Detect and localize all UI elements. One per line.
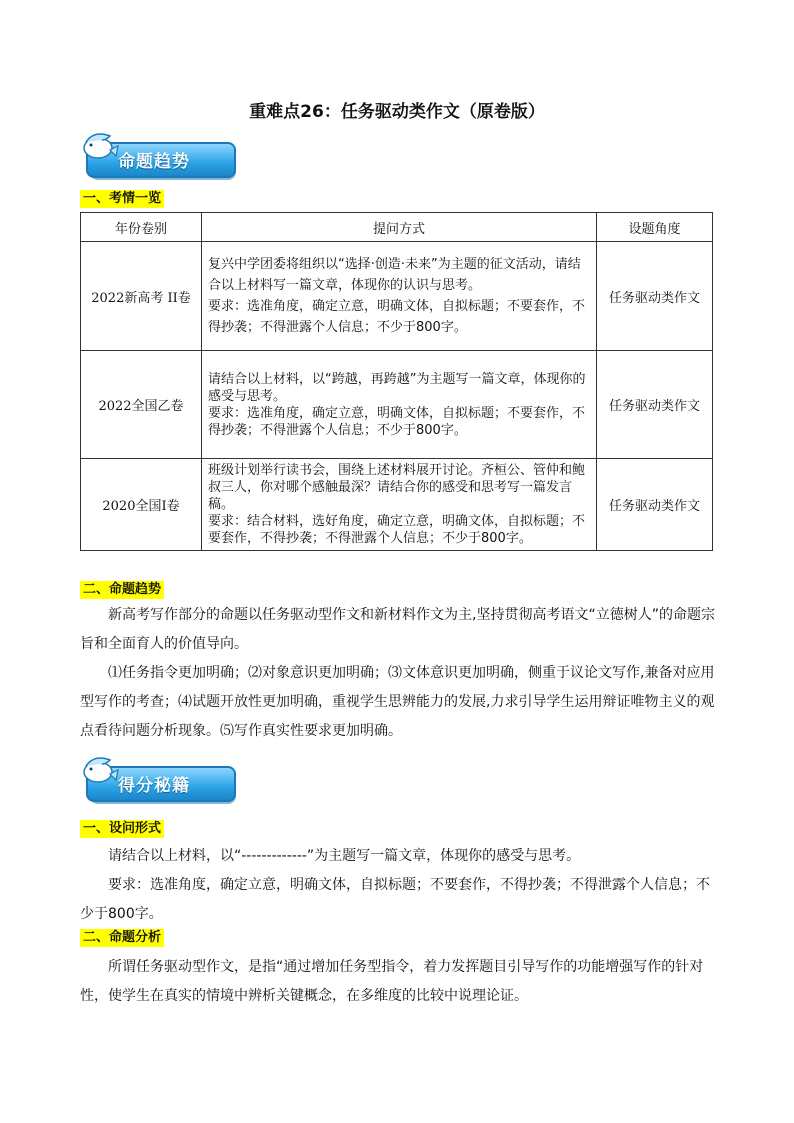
subheading-analysis: 二、命题分析 bbox=[80, 929, 164, 947]
table-cell-text: 请结合以上材料，以“跨越，再跨越”为主题写一篇文章，体现你的感受与思考。 bbox=[208, 371, 586, 404]
requirements-paragraph: 要求：选准角度，确定立意，明确文体，自拟标题；不要套作，不得抄袭；不得泄露个人信息；不少于800字。 bbox=[80, 877, 710, 922]
banner-scoring-tips bbox=[80, 752, 240, 804]
trend-points-paragraph: ⑴任务指令更加明确；⑵对象意识更加明确；⑶文体意识更加明确，侧重于议论文写作,兼备对应用型写作的考查；⑷试题开放性更加明确，重视学生思辨能力的发展,力求引导学生运用辩证唯物主义的观点看待问题分析现象。⑸写作真实性要求更加明确。 bbox=[80, 665, 715, 739]
banner-label: 命题趋势 bbox=[118, 152, 190, 172]
subheading-trend: 二、命题趋势 bbox=[80, 581, 164, 599]
table-header-row bbox=[81, 213, 713, 242]
subheading-question-form: 一、设问形式 bbox=[80, 820, 164, 838]
question-form-paragraph: 请结合以上材料，以“-------------”为主题写一篇文章，体现你的感受与思考。 bbox=[108, 848, 581, 864]
table-cell-year: 2022新高考 II卷 bbox=[81, 242, 202, 351]
table-cell-text: 要求：结合材料，选好角度，确定立意，明确文体，自拟标题；不要套作，不得抄袭；不得泄露个人信息；不少于800字。 bbox=[208, 514, 586, 546]
table-cell-angle: 任务驱动类作文 bbox=[597, 351, 713, 459]
table-row bbox=[81, 351, 713, 459]
table-cell-angle: 任务驱动类作文 bbox=[597, 459, 713, 551]
table-cell-text: 要求：选准角度，确定立意，明确文体，自拟标题；不要套作，不得抄袭；不得泄露个人信息；不少于800字。 bbox=[208, 299, 586, 335]
table-row bbox=[81, 242, 713, 351]
page-title: 重难点26：任务驱动类作文（原卷版） bbox=[249, 102, 545, 122]
trend-paragraph: 新高考写作部分的命题以任务驱动型作文和新材料作文为主,坚持贯彻高考语文“立德树人”的命题宗旨和全面育人的价值导向。 bbox=[80, 607, 715, 652]
table-header-cell: 年份卷别 bbox=[81, 213, 202, 242]
table-cell-angle: 任务驱动类作文 bbox=[597, 242, 713, 351]
banner-label: 得分秘籍 bbox=[118, 776, 190, 796]
analysis-paragraph: 所谓任务驱动型作文，是指“通过增加任务型指令，着力发挥题目引导写作的功能增强写作的针对性，使学生在真实的情境中辨析关键概念，在多维度的比较中说理论证。 bbox=[80, 959, 704, 1004]
table-cell-year: 2020全国I卷 bbox=[81, 459, 202, 551]
dolphin-icon bbox=[80, 128, 120, 162]
table-cell-text: 要求：选准角度，确定立意，明确文体，自拟标题；不要套作，不得抄袭；不得泄露个人信息；不少于800字。 bbox=[208, 405, 586, 438]
subheading-exam-overview: 一、考情一览 bbox=[80, 190, 164, 208]
table-header-cell: 设题角度 bbox=[597, 213, 713, 242]
dolphin-icon bbox=[80, 752, 120, 786]
banner-trend bbox=[80, 128, 240, 180]
table-header-cell: 提问方式 bbox=[202, 213, 597, 242]
table-cell-text: 班级计划举行读书会，围绕上述材料展开讨论。齐桓公、管仲和鲍叔三人，你对哪个感触最深？请结合你的感受和思考写一篇发言稿。 bbox=[208, 463, 586, 512]
table-cell-year: 2022全国乙卷 bbox=[81, 351, 202, 459]
table-row bbox=[81, 459, 713, 551]
table-cell-text: 复兴中学团委将组织以“选择·创造·未来”为主题的征文活动，请结合以上材料写一篇文章，体现你的认识与思考。 bbox=[208, 257, 581, 293]
exam-table bbox=[80, 212, 713, 551]
